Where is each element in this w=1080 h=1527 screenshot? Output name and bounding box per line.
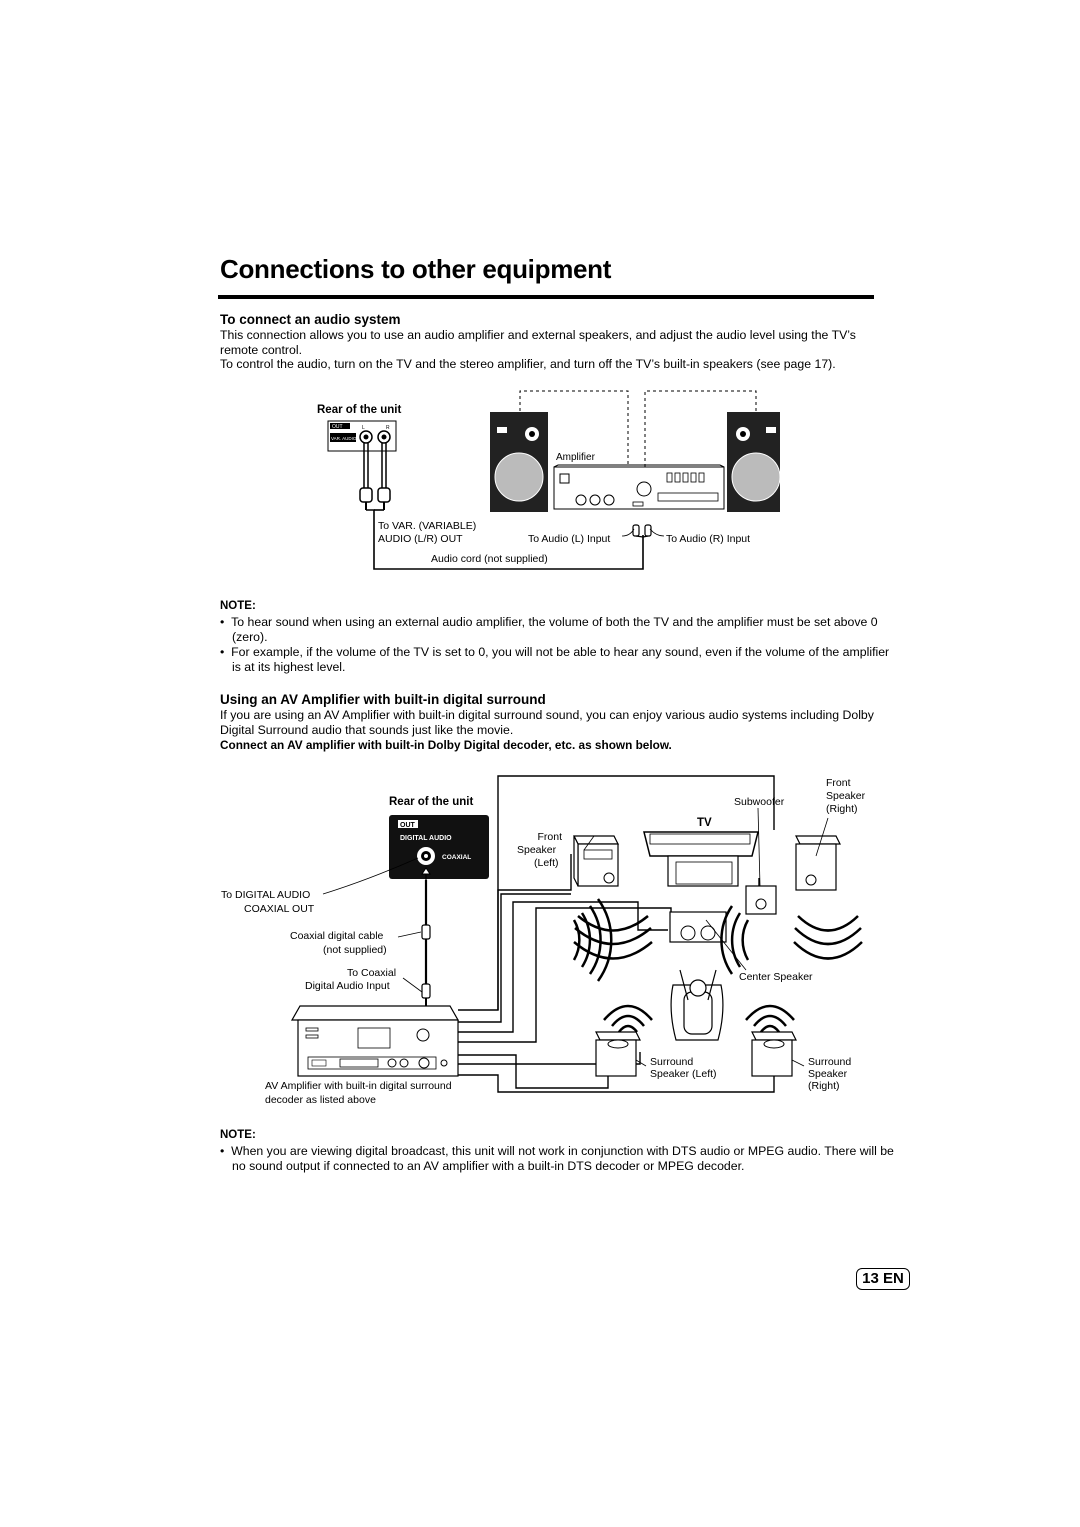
front-right-label-2: Speaker [826,790,866,802]
var-audio-text: VAR. AUDIO [331,436,357,441]
surround-right-label-3: (Right) [808,1080,840,1092]
tv-label: TV [697,817,712,829]
jack-l-label: L [362,425,365,431]
center-speaker [670,912,726,942]
to-coax-label: To Coaxial [347,967,397,979]
front-right-label: Front [826,777,851,789]
coax-plug-bottom [422,984,430,998]
rear-of-unit-label-2: Rear of the unit [389,796,474,808]
front-left-label: Front [537,831,562,843]
out-badge-text: OUT [400,822,415,829]
page-number: 13 EN [856,1268,910,1290]
section-heading-av-amplifier: Using an AV Amplifier with built-in digital surround [220,692,546,707]
front-left-label-2: Speaker [517,844,557,856]
surround-left-label: Surround [650,1056,694,1068]
out-badge-text: OUT [332,424,343,430]
to-var-label-2: AUDIO (L/R) OUT [378,533,463,545]
input-plug-r [645,525,651,536]
surround-left-label-2: Speaker (Left) [650,1068,717,1080]
front-right-label-3: (Right) [826,803,858,815]
paragraph: To control the audio, turn on the TV and the stereo amplifier, and turn off the TV’s built-in speakers (see page 17). [220,357,836,371]
note-label: NOTE: [220,600,256,612]
note-label-2: NOTE: [220,1129,256,1141]
rear-of-unit-label: Rear of the unit [317,404,402,416]
front-left-label-3: (Left) [534,857,559,869]
paragraph-bold: Connect an AV amplifier with built-in Dolby Digital decoder, etc. as shown below. [220,738,672,752]
note-item: • For example, if the volume of the TV is set to 0, you will not be able to hear any sound, even if the volume of the amplifier is at its highest level. [220,645,890,674]
paragraph: This connection allows you to use an audio amplifier and external speakers, and adjust the audio level using the TV’s remote control. [220,328,856,357]
rca-plug-left [360,488,372,502]
front-right-speaker [796,844,836,890]
note-item: • When you are viewing digital broadcast, this unit will not work in conjunction with DTS audio or MPEG audio. There will be no sound output if connected to an AV amplifier with a built-in DTS decoder or MPEG decoder. [220,1144,894,1173]
av-amplifier-label-2: decoder as listed above [265,1094,376,1106]
subwoofer-label: Subwoofer [734,796,785,808]
surround-right-label-2: Speaker [808,1068,848,1080]
coax-cable-label: Coaxial digital cable [290,930,384,942]
surround-diagram [218,770,880,1115]
to-coax-label-2: Digital Audio Input [305,980,390,992]
page-title: Connections to other equipment [220,254,612,284]
listener [671,970,723,1040]
center-speaker-label: Center Speaker [739,971,813,983]
coaxial-text: COAXIAL [442,854,472,861]
coax-plug-top [422,925,430,939]
section-heading-audio-system: To connect an audio system [220,312,401,327]
digital-audio-text: DIGITAL AUDIO [400,835,452,842]
to-digital-label: To DIGITAL AUDIO [221,889,311,901]
to-audio-l-label: To Audio (L) Input [528,533,611,545]
input-plug-l [633,525,639,536]
to-digital-label-2: COAXIAL OUT [244,903,315,915]
surround-right-label: Surround [808,1056,852,1068]
jack-r-label: R [386,425,390,431]
coax-cable-label-2: (not supplied) [323,944,387,956]
to-audio-r-label: To Audio (R) Input [666,533,751,545]
amplifier-label: Amplifier [556,452,595,463]
paragraph: If you are using an AV Amplifier with built-in digital surround sound, you can enjoy various audio systems including Dolby Digital Surround audio that sounds just like the movie. [220,708,874,737]
av-amplifier-label: AV Amplifier with built-in digital surround [265,1080,452,1092]
title-rule [218,295,874,299]
note-item: • To hear sound when using an external audio amplifier, the volume of both the TV and the amplifier must be set above 0 (zero). [220,615,878,644]
to-var-label: To VAR. (VARIABLE) [378,520,477,532]
rca-plug-right [378,488,390,502]
audio-cord-label: Audio cord (not supplied) [431,553,548,565]
